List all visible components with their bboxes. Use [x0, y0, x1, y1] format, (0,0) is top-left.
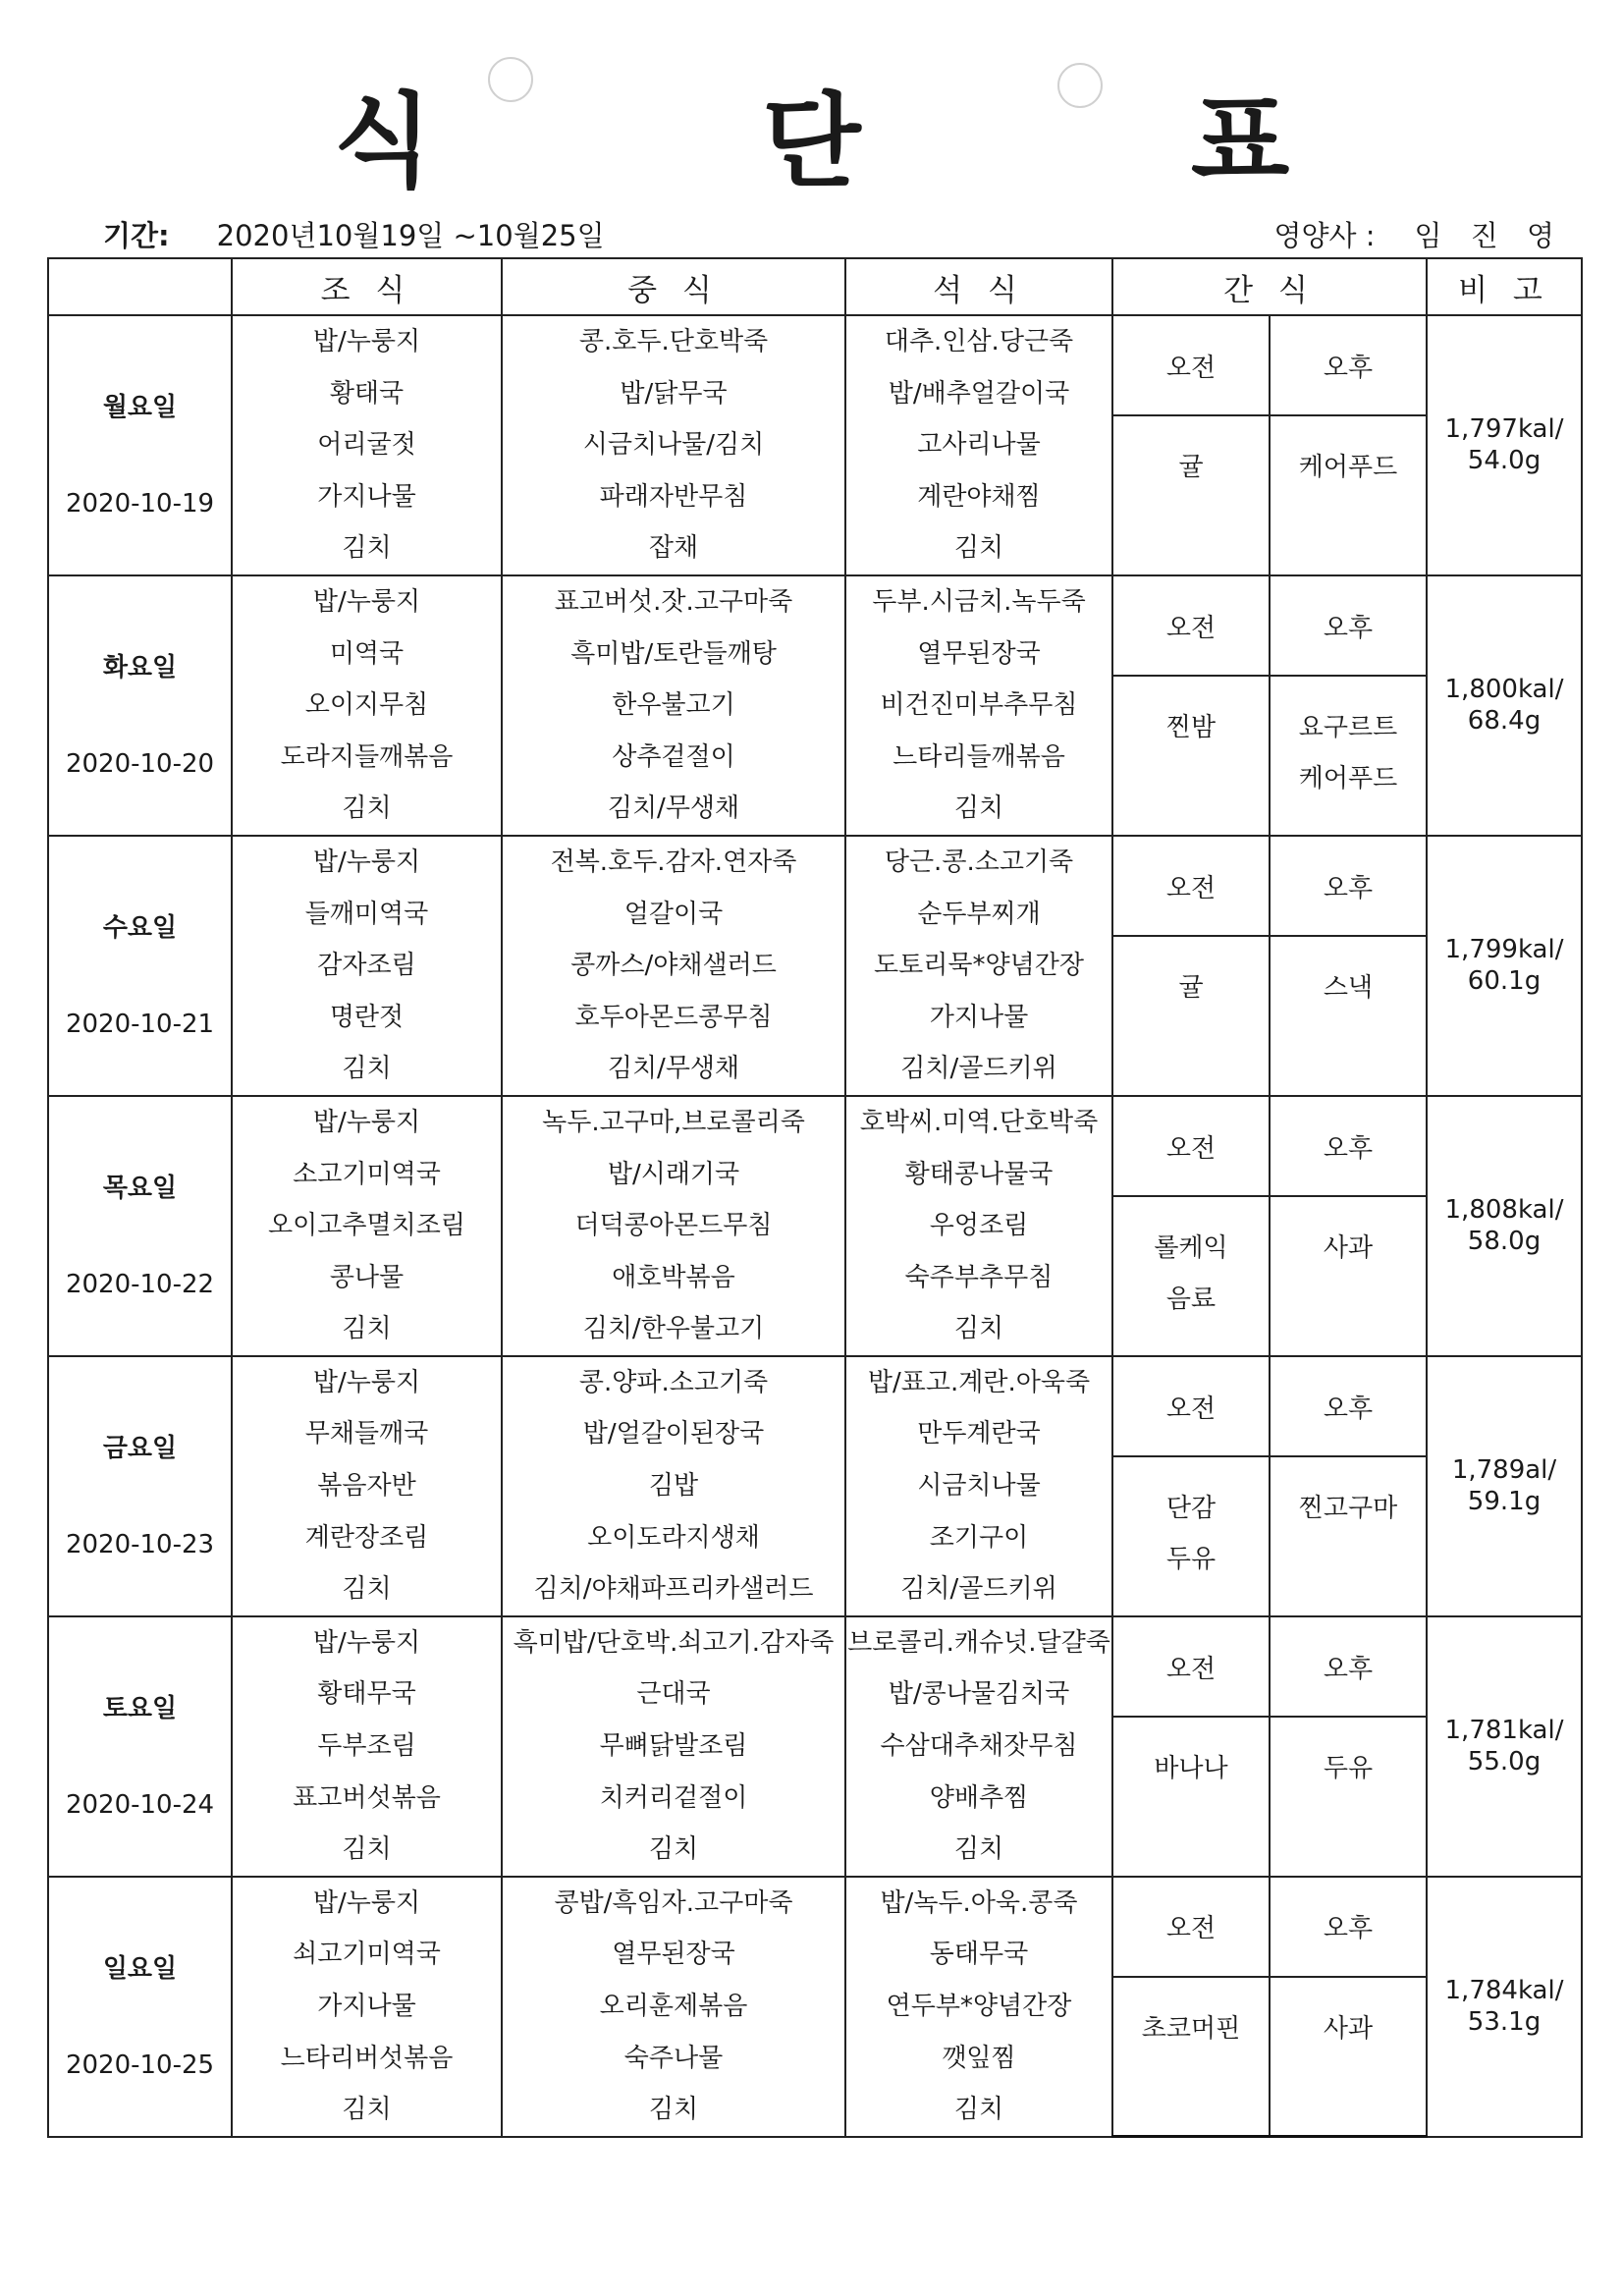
dinner-item: 우엉조림 — [929, 1211, 1029, 1241]
breakfast-item: 오이지무침 — [304, 690, 429, 721]
dinner-item: 순두부찌개 — [917, 899, 1041, 929]
day-row-top — [48, 315, 1582, 415]
dinner-item: 호박씨.미역.단호박죽 — [859, 1107, 1099, 1137]
lunch-item: 호두아몬드콩무침 — [574, 1002, 773, 1032]
breakfast-item: 오이고추멸치조림 — [268, 1211, 465, 1241]
dinner-item: 조기구이 — [929, 1522, 1029, 1553]
note-line: 59.1g — [1467, 1487, 1542, 1517]
lunch-item: 표고버섯.잣.고구마죽 — [554, 586, 793, 617]
lunch-item: 콩.호두.단호박죽 — [578, 327, 769, 356]
dinner-cell — [845, 575, 1112, 836]
lunch-item: 녹두.고구마,브로콜리죽 — [542, 1107, 805, 1137]
dinner-item: 비건진미부추무침 — [880, 690, 1078, 721]
dinner-item: 김치 — [953, 1834, 1004, 1865]
breakfast-item: 도라지들깨볶음 — [280, 741, 454, 772]
note-line: 60.1g — [1467, 966, 1542, 997]
lunch-cell — [502, 1356, 845, 1616]
header-row — [48, 258, 1582, 315]
breakfast-item: 들깨미역국 — [304, 899, 429, 929]
day-row-top — [48, 575, 1582, 676]
breakfast-item: 김치 — [342, 533, 392, 564]
dinner-item: 동태무국 — [929, 1940, 1029, 1970]
dinner-item: 고사리나물 — [917, 430, 1041, 461]
snack-item: 단감 — [1165, 1494, 1217, 1524]
snack-item: 스낵 — [1323, 973, 1374, 1004]
lunch-item: 흑미밥/토란들깨탕 — [570, 638, 777, 669]
day-name: 화요일 — [102, 653, 178, 683]
header-note: 비 고 — [1427, 258, 1582, 315]
day-name: 목요일 — [102, 1174, 178, 1204]
dinner-item: 두부.시금치.녹두죽 — [872, 586, 1086, 617]
meal-plan-table — [47, 257, 1583, 2138]
day-cell — [48, 1877, 232, 2137]
dinner-item: 대추.인삼.당근죽 — [884, 327, 1074, 356]
breakfast-cell — [232, 575, 502, 836]
lunch-item: 흑미밥/단호박.쇠고기.감자죽 — [513, 1627, 835, 1658]
note-line: 1,797kal/ — [1444, 414, 1564, 445]
breakfast-item: 미역국 — [329, 638, 405, 669]
lunch-item: 잡채 — [648, 533, 699, 564]
day-name: 토요일 — [102, 1694, 178, 1724]
dinner-item: 양배추찜 — [929, 1782, 1029, 1813]
day-row-top — [48, 1096, 1582, 1196]
lunch-item: 열무된장국 — [612, 1940, 735, 1970]
breakfast-item: 가지나물 — [317, 481, 416, 512]
dinner-item: 밥/녹두.아욱.콩죽 — [880, 1887, 1078, 1918]
day-date: 2020-10-22 — [65, 1270, 215, 1300]
snack-pm-label: 오후 — [1270, 315, 1427, 415]
day-row-top — [48, 1877, 1582, 1977]
snack-pm-items — [1270, 936, 1427, 1096]
breakfast-item: 밥/누룽지 — [312, 1627, 421, 1658]
snack-pm-label: 오후 — [1270, 575, 1427, 676]
snack-item: 요구르트 — [1298, 713, 1398, 743]
lunch-item: 얼갈이국 — [623, 899, 724, 929]
lunch-item: 근대국 — [636, 1679, 711, 1710]
day-date: 2020-10-23 — [65, 1530, 215, 1560]
dinner-item: 가지나물 — [929, 1002, 1029, 1032]
snack-item: 찐밤 — [1165, 713, 1217, 743]
breakfast-item: 밥/누룽지 — [312, 327, 421, 356]
snack-item: 음료 — [1165, 1285, 1217, 1315]
header-lunch: 중 식 — [502, 258, 845, 315]
breakfast-item: 김치 — [342, 793, 392, 824]
breakfast-item: 표고버섯볶음 — [293, 1782, 441, 1813]
lunch-cell — [502, 1877, 845, 2137]
snack-item: 초코머핀 — [1141, 2013, 1241, 2044]
snack-am-label: 오전 — [1112, 575, 1270, 676]
breakfast-item: 무채들깨국 — [304, 1419, 429, 1449]
period-value: 2020년10월19일 ~10월25일 — [216, 219, 605, 252]
day-date: 2020-10-24 — [65, 1790, 215, 1821]
period — [103, 214, 605, 254]
breakfast-cell — [232, 1616, 502, 1877]
lunch-cell — [502, 315, 845, 575]
day-cell — [48, 836, 232, 1096]
breakfast-cell — [232, 1356, 502, 1616]
day-date: 2020-10-19 — [65, 489, 215, 519]
day-name: 수요일 — [102, 913, 178, 944]
breakfast-item: 쇠고기미역국 — [293, 1940, 441, 1970]
dinner-item: 김치 — [953, 1314, 1004, 1344]
day-row-top — [48, 1616, 1582, 1717]
note-line: 54.0g — [1467, 446, 1542, 476]
dinner-cell — [845, 1616, 1112, 1877]
snack-item: 찐고구마 — [1298, 1494, 1398, 1524]
lunch-item: 더덕콩아몬드무침 — [574, 1211, 773, 1241]
note-cell — [1427, 1096, 1582, 1356]
snack-am-items — [1112, 1977, 1270, 2137]
dinner-item: 계란야채찜 — [917, 481, 1041, 512]
header-breakfast: 조 식 — [232, 258, 502, 315]
snack-item: 바나나 — [1154, 1754, 1228, 1784]
breakfast-item: 밥/누룽지 — [312, 1367, 421, 1397]
lunch-item: 밥/시래기국 — [607, 1159, 740, 1189]
dinner-item: 김치 — [953, 533, 1004, 564]
snack-am-label: 오전 — [1112, 315, 1270, 415]
dinner-item: 황태콩나물국 — [904, 1159, 1054, 1189]
note-cell — [1427, 1877, 1582, 2137]
snack-pm-label: 오후 — [1270, 1877, 1427, 1977]
snack-item: 귤 — [1178, 453, 1204, 483]
snack-pm-items — [1270, 1977, 1427, 2137]
breakfast-item: 가지나물 — [317, 1992, 416, 2021]
snack-am-items — [1112, 676, 1270, 836]
day-cell — [48, 1356, 232, 1616]
lunch-item: 김치 — [648, 2095, 699, 2125]
snack-item: 케어푸드 — [1298, 453, 1398, 483]
note-cell — [1427, 836, 1582, 1096]
note-line: 1,800kal/ — [1444, 675, 1564, 705]
dinner-item: 숙주부추무침 — [904, 1262, 1054, 1292]
dinner-item: 당근.콩.소고기죽 — [884, 847, 1074, 877]
note-line: 1,781kal/ — [1444, 1716, 1564, 1746]
lunch-cell — [502, 575, 845, 836]
breakfast-cell — [232, 1877, 502, 2137]
dinner-item: 도토리묵*양념간장 — [874, 951, 1084, 981]
lunch-item: 김밥 — [648, 1471, 699, 1502]
dinner-item: 밥/표고.계란.아욱죽 — [867, 1367, 1091, 1397]
dinner-item: 연두부*양념간장 — [886, 1992, 1072, 2021]
breakfast-item: 명란젓 — [329, 1002, 405, 1032]
snack-pm-items — [1270, 1717, 1427, 1877]
lunch-cell — [502, 1616, 845, 1877]
lunch-item: 숙주나물 — [623, 2043, 724, 2073]
dinner-cell — [845, 1096, 1112, 1356]
note-cell — [1427, 575, 1582, 836]
note-line: 1,784kal/ — [1444, 1976, 1564, 2006]
dinner-item: 수삼대추채잣무침 — [880, 1731, 1078, 1762]
lunch-item: 김치/야채파프리카샐러드 — [533, 1574, 814, 1605]
header-day — [48, 258, 232, 315]
lunch-item: 한우불고기 — [612, 690, 735, 721]
note-cell — [1427, 315, 1582, 575]
dinner-item: 시금치나물 — [917, 1471, 1041, 1502]
lunch-item: 김치/무생채 — [607, 1054, 740, 1084]
snack-pm-items — [1270, 415, 1427, 575]
page-title: 식 단 표 — [333, 82, 1437, 201]
snack-item: 사과 — [1323, 2013, 1374, 2044]
lunch-item: 오이도라지생채 — [587, 1522, 760, 1553]
breakfast-item: 콩나물 — [329, 1262, 405, 1292]
dietitian-name: 임 진 영 — [1414, 219, 1564, 252]
breakfast-item: 느타리버섯볶음 — [280, 2043, 454, 2073]
lunch-item: 상추겉절이 — [612, 741, 735, 772]
breakfast-item: 황태국 — [329, 378, 405, 409]
lunch-item: 콩.양파.소고기죽 — [578, 1367, 769, 1397]
lunch-cell — [502, 836, 845, 1096]
day-name: 금요일 — [102, 1434, 178, 1464]
day-row-top — [48, 1356, 1582, 1456]
lunch-item: 콩밥/흑임자.고구마죽 — [554, 1887, 793, 1918]
snack-am-items — [1112, 1196, 1270, 1356]
breakfast-cell — [232, 1096, 502, 1356]
dinner-item: 열무된장국 — [917, 638, 1041, 669]
lunch-item: 치커리겉절이 — [599, 1782, 748, 1813]
snack-am-label: 오전 — [1112, 1877, 1270, 1977]
day-cell — [48, 315, 232, 575]
note-cell — [1427, 1616, 1582, 1877]
breakfast-item: 김치 — [342, 2095, 392, 2125]
dinner-item: 밥/콩나물김치국 — [888, 1679, 1070, 1710]
breakfast-item: 김치 — [342, 1314, 392, 1344]
note-line: 53.1g — [1467, 2007, 1542, 2038]
lunch-item: 애호박볶음 — [612, 1262, 735, 1292]
note-line: 58.0g — [1467, 1227, 1542, 1257]
snack-am-items — [1112, 1456, 1270, 1616]
lunch-item: 파래자반무침 — [599, 481, 748, 512]
lunch-cell — [502, 1096, 845, 1356]
snack-am-label: 오전 — [1112, 1356, 1270, 1456]
day-date: 2020-10-21 — [65, 1010, 215, 1040]
header-snack: 간 식 — [1112, 258, 1427, 315]
note-line: 55.0g — [1467, 1747, 1542, 1777]
note-line: 1,808kal/ — [1444, 1195, 1564, 1226]
snack-am-label: 오전 — [1112, 1096, 1270, 1196]
dietitian-label: 영양사 : — [1273, 219, 1376, 252]
breakfast-item: 밥/누룽지 — [312, 586, 421, 617]
snack-pm-label: 오후 — [1270, 1616, 1427, 1717]
snack-pm-items — [1270, 676, 1427, 836]
dinner-cell — [845, 315, 1112, 575]
breakfast-item: 두부조림 — [317, 1731, 416, 1762]
breakfast-cell — [232, 836, 502, 1096]
day-name: 월요일 — [102, 393, 178, 423]
snack-pm-label: 오후 — [1270, 1356, 1427, 1456]
snack-pm-label: 오후 — [1270, 836, 1427, 936]
lunch-item: 전복.호두.감자.연자죽 — [550, 847, 797, 877]
snack-item: 두유 — [1165, 1545, 1217, 1575]
snack-am-label: 오전 — [1112, 1616, 1270, 1717]
breakfast-item: 밥/누룽지 — [312, 847, 421, 877]
lunch-item: 무뼈닭발조림 — [599, 1731, 748, 1762]
day-name: 일요일 — [102, 1954, 178, 1985]
lunch-item: 밥/닭무국 — [620, 378, 728, 409]
lunch-item: 김치/한우불고기 — [582, 1314, 765, 1344]
lunch-item: 밥/얼갈이된장국 — [582, 1419, 765, 1449]
day-date: 2020-10-25 — [65, 2050, 215, 2081]
dinner-cell — [845, 1877, 1112, 2137]
lunch-item: 김치 — [648, 1834, 699, 1865]
day-row-top — [48, 836, 1582, 936]
breakfast-item: 김치 — [342, 1574, 392, 1605]
dinner-cell — [845, 836, 1112, 1096]
note-line: 1,799kal/ — [1444, 935, 1564, 965]
breakfast-item: 어리굴젓 — [317, 430, 416, 461]
dinner-item: 느타리들깨볶음 — [893, 741, 1065, 772]
breakfast-item: 밥/누룽지 — [312, 1107, 421, 1137]
lunch-item: 오리훈제볶음 — [599, 1992, 748, 2021]
breakfast-cell — [232, 315, 502, 575]
dinner-item: 김치/골드키위 — [900, 1574, 1057, 1605]
breakfast-item: 김치 — [342, 1054, 392, 1084]
snack-item: 두유 — [1323, 1754, 1374, 1784]
dinner-item: 밥/배추얼갈이국 — [888, 378, 1070, 409]
lunch-item: 콩까스/야채샐러드 — [570, 951, 777, 981]
period-label: 기간: — [103, 219, 170, 252]
breakfast-item: 소고기미역국 — [293, 1159, 441, 1189]
breakfast-item: 계란장조림 — [304, 1522, 429, 1553]
note-cell — [1427, 1356, 1582, 1616]
day-cell — [48, 1616, 232, 1877]
dinner-item: 김치/골드키위 — [900, 1054, 1057, 1084]
snack-am-label: 오전 — [1112, 836, 1270, 936]
snack-am-items — [1112, 1717, 1270, 1877]
day-cell — [48, 1096, 232, 1356]
breakfast-item: 황태무국 — [317, 1679, 416, 1710]
dinner-item: 김치 — [953, 2095, 1004, 2125]
breakfast-item: 김치 — [342, 1834, 392, 1865]
snack-pm-items — [1270, 1196, 1427, 1356]
snack-pm-items — [1270, 1456, 1427, 1616]
snack-am-items — [1112, 936, 1270, 1096]
dinner-item: 김치 — [953, 793, 1004, 824]
lunch-item: 시금치나물/김치 — [582, 430, 765, 461]
breakfast-item: 밥/누룽지 — [312, 1887, 421, 1918]
snack-item: 롤케익 — [1154, 1233, 1228, 1264]
breakfast-item: 감자조림 — [317, 951, 416, 981]
dinner-cell — [845, 1356, 1112, 1616]
snack-item: 귤 — [1178, 973, 1204, 1004]
note-line: 1,789al/ — [1451, 1455, 1557, 1486]
breakfast-item: 볶음자반 — [317, 1471, 416, 1502]
snack-pm-label: 오후 — [1270, 1096, 1427, 1196]
snack-am-items — [1112, 415, 1270, 575]
dinner-item: 브로콜리.캐슈넛.달걀죽 — [847, 1627, 1110, 1658]
day-cell — [48, 575, 232, 836]
snack-item: 케어푸드 — [1298, 764, 1398, 794]
dinner-item: 깻잎찜 — [942, 2043, 1016, 2073]
dinner-item: 만두계란국 — [917, 1419, 1041, 1449]
dietitian — [1273, 214, 1564, 254]
lunch-item: 김치/무생채 — [607, 793, 740, 824]
note-line: 68.4g — [1467, 706, 1542, 737]
header-dinner: 석 식 — [845, 258, 1112, 315]
snack-item: 사과 — [1323, 1233, 1374, 1264]
day-date: 2020-10-20 — [65, 749, 215, 780]
